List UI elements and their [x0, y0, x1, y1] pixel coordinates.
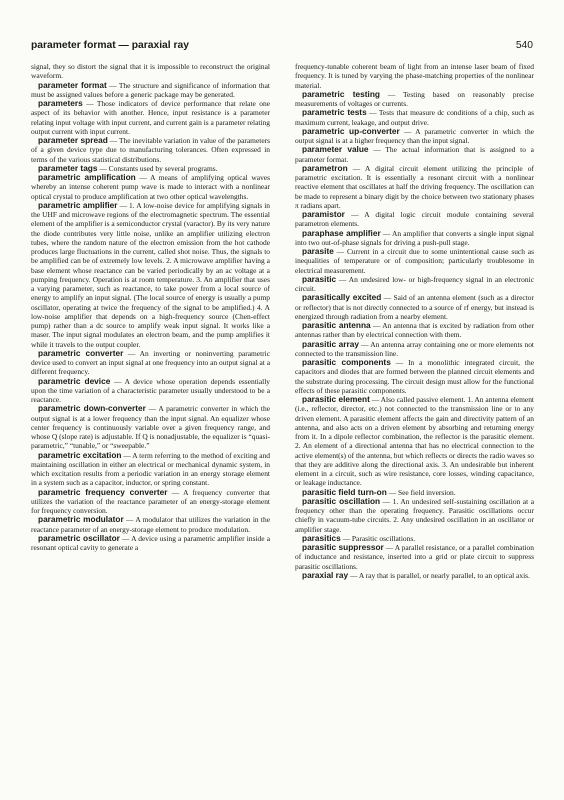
- entry-headword: parametric converter: [38, 347, 124, 358]
- entry-definition: — A means of amplifying optical waves whereby an intense coherent pump wave is made to interact with a nonlinear optical crystal to produce amplification at two other optical wavelengths.: [31, 173, 270, 201]
- entry-headword: parametric down-converter: [38, 403, 146, 414]
- page-number: 540: [515, 40, 533, 51]
- entry-definition: — A ray that is parallel, or nearly parallel, to an optical axis.: [348, 570, 530, 580]
- entry-definition: — 1. A low-noise device for amplifying signals in the UHF and microwave regions of the electromagnetic spectrum. The essential element of the amplifier is a semiconductor crystal (varactor). By its very nature the diode contributes very little noise, unlike an amplifier utilizing electron tubes, where the random nature of the electron emission from the hot cathode produces large fluctuations in the current, called shot noise. Thus, the signals to be amplified can be of extremely low levels. 2. A microwave amplifier having a base element whose reactance can be varied periodically by an ac voltage at a pumping frequency. Operation is at room temperature. 3. An amplifier that uses a varying parameter, such as reactance, to take power from a local source of energy to amplify an input signal. (The local source of energy is usually a pump oscillator, operating at twice the frequency of the signal to be amplified.) 4. A low-noise amplifier that depends on a high-frequency source (Chen-effect pump) rather than a dc source to amplify weak input signal. It works like a maser. The input signal modulates an electron beam, and the pump amplifies it while it travels to the output coupler.: [31, 200, 270, 349]
- entry-headword: parametric device: [38, 375, 111, 386]
- entry-definition: — 1. An undesired self-sustaining oscillation at a frequency other than the operating frequency. Parasitic oscillations occur chiefly in vacuum-tube circuits. 2. Any undesired oscillation in an oscillator or amplifier stage.: [295, 496, 534, 534]
- dictionary-entry: [31, 404, 270, 450]
- dictionary-entry: [295, 164, 534, 210]
- dictionary-entry: [295, 395, 534, 488]
- dictionary-entry: [295, 340, 534, 359]
- entry-definition: — An undesired low- or high-frequency signal in an electronic circuit.: [295, 274, 534, 293]
- entry-headword: parasitic field turn-on: [302, 486, 387, 497]
- dictionary-entry: [31, 201, 270, 349]
- dictionary-entry: [295, 321, 534, 340]
- entry-definition: — A frequency converter that utilizes the variation of the reactance parameter of an energy-storage element for frequency conversion.: [31, 487, 270, 515]
- entry-definition: — A device whose operation depends essentially upon the time variation of a characteristic parameter usually understood to be a reactance.: [31, 376, 270, 404]
- dictionary-entry: [295, 127, 534, 146]
- entry-headword: parasitic oscillation: [302, 495, 381, 506]
- dictionary-entry: [295, 293, 534, 321]
- dictionary-entry: [31, 349, 270, 377]
- dictionary-entry: [31, 136, 270, 164]
- entry-definition: — The structure and significance of information that must be assigned values before a generic package may be generated.: [31, 80, 270, 99]
- entry-definition: frequency-tunable coherent beam of light from an intense laser beam of fixed frequency. It is tuned by varying the phase-matching properties of the nonlinear material.: [295, 62, 534, 90]
- dictionary-entry: [31, 488, 270, 516]
- entry-definition: — A digital circuit element utilizing the principle of parametric excitation. It is essentially a resonant circuit with a nonlinear reactive element that oscillates at half the driving frequency. The oscillation can be made to represent a binary digit by the choice between two stationary phases π radians apart.: [295, 163, 534, 210]
- entry-headword: parasitically excited: [302, 292, 382, 303]
- entry-headword: parameters: [38, 98, 83, 108]
- dictionary-entry: [31, 62, 270, 81]
- dictionary-entry: [295, 62, 534, 90]
- entry-definition: — The inevitable variation in value of the parameters of a given device type due to manufacturing tolerances. Often expressed in terms of the various statistical distributions.: [31, 136, 270, 164]
- dictionary-entry: [31, 99, 270, 136]
- entry-headword: parasitic array: [302, 338, 359, 349]
- entry-headword: parametric frequency converter: [38, 486, 168, 497]
- entry-headword: parameter spread: [38, 135, 108, 145]
- entry-definition: — An antenna that is excited by radiation from other antennas rather than by electrical connection with them.: [295, 321, 534, 340]
- entry-headword: parasitics: [302, 532, 341, 543]
- entry-headword: parameter value: [302, 144, 369, 155]
- dictionary-entry: [31, 81, 270, 100]
- dictionary-entry: [295, 108, 534, 127]
- entry-definition: — An antenna array containing one or more elements not connected to the transmission line.: [295, 339, 534, 358]
- entry-definition: — Testing based on reasonably precise measurements of voltages or currents.: [295, 89, 534, 108]
- entry-definition: — The actual information that is assigned to a parameter format.: [295, 145, 534, 164]
- dictionary-entry: [295, 90, 534, 109]
- dictionary-entry: [31, 451, 270, 488]
- entry-definition: — An inverting or noninverting parametric device used to convert an input signal at one frequency into an output signal at a different frequency.: [31, 348, 270, 377]
- entry-headword: parametric tests: [302, 107, 367, 118]
- entry-definition: — A device using a parametric amplifier inside a resonant optical cavity to generate a: [31, 533, 270, 552]
- entry-definition: — A parametric converter in which the output signal is at a higher frequency than the input signal.: [295, 126, 534, 145]
- dictionary-entry: [295, 229, 534, 248]
- entry-definition: — A modulator that utilizes the variation in the reactance parameter of an energy-storage element to produce modulation.: [31, 515, 270, 534]
- entry-headword: parasitic element: [302, 394, 370, 404]
- dictionary-entry: [295, 543, 534, 571]
- entry-definition: — Said of an antenna element (such as a director or reflector) that is not directly connected to a source of rf energy, but instead is energized through radiation from a nearby element.: [295, 293, 534, 321]
- entry-headword: parasitic suppressor: [302, 542, 384, 552]
- entry-headword: parametric oscillator: [38, 532, 120, 543]
- dictionary-entry: [31, 173, 270, 201]
- entry-headword: paraxial ray: [302, 569, 349, 580]
- entry-definition: — Parasitic oscillations.: [340, 533, 416, 543]
- dictionary-entry: [31, 534, 270, 553]
- entry-headword: parametric amplifier: [38, 199, 118, 210]
- running-head: [31, 40, 533, 54]
- dictionary-entry: [295, 275, 534, 294]
- entry-headword: parametric testing: [302, 88, 380, 99]
- dictionary-entry: [31, 515, 270, 534]
- dictionary-entry: [295, 358, 534, 395]
- dictionary-entry: [31, 377, 270, 405]
- entry-definition: — A digital logic circuit module containing several parametron elements.: [295, 210, 534, 229]
- entry-headword: parametric amplification: [38, 172, 136, 182]
- entry-headword: parametric modulator: [38, 514, 124, 525]
- entry-definition: — Also called passive element. 1. An antenna element (i.e., reflector, director, etc.) not connected to the transmission line or to any driven element. A parasitic element affects the gain and directivity pattern of an antenna, and also acts on a driven element by absorbing and returning energy from it. In a dipole reflector combination, the reflector is the parasitic element. 2. An element of a directional antenna that has no electrical connection to the active element(s) of the antenna, but which reflects or directs the radio waves so that they are additive along the directional axis. 3. An undesirable but inherent element in a circuit, such as wire resistance, core losses, winding capacitance, or leakage inductance.: [295, 395, 534, 488]
- entry-headword: parametric excitation: [38, 449, 122, 460]
- dictionary-entry: [295, 247, 534, 275]
- dictionary-entry: [295, 497, 534, 534]
- entry-definition: — Constants used by several programs.: [97, 163, 218, 173]
- entry-headword: paramistor: [302, 209, 345, 219]
- entry-headword: parasite: [302, 246, 334, 256]
- entry-definition: signal, they so distort the signal that it is impossible to reconstruct the original waveform.: [31, 62, 270, 81]
- entry-definition: — A parallel resistance, or a parallel combination of inductance and resistance, inserted into a grid or plate circuit to suppress parasitic oscillations.: [295, 543, 534, 571]
- entry-headword: parasitic antenna: [302, 320, 371, 330]
- left-column: [31, 62, 270, 797]
- entry-headword: parasitic components: [302, 357, 391, 367]
- entry-headword: parasitic: [302, 273, 337, 284]
- entry-headword: parameter tags: [38, 162, 98, 173]
- entry-definition: — A term referring to the method of exciting and maintaining oscillation in either an electrical or mechanical dynamic system, in which excitation results from a periodic variation in an energy storage element in a system such as a capacitor, inductor, or spring constant.: [31, 450, 270, 488]
- entry-headword: parametric up-converter: [302, 125, 400, 136]
- entry-definition: — In a monolithic integrated circuit, the capacitors and diodes that are formed between the planned circuit elements and the substrate during processing. The circuit design must allow for the functional effects of these parasitic components.: [295, 358, 534, 395]
- entry-definition: — Tests that measure dc conditions of a chip, such as maximum current, leakage, and output drive.: [295, 108, 534, 127]
- entry-definition: — Current in a circuit due to some unintentional cause such as inequalities of temperature or of composition; particularly troublesome in electrical measurement.: [295, 247, 534, 275]
- entry-definition: — An amplifier that converts a single input signal into two out-of-phase signals for driving a push-pull stage.: [295, 228, 534, 247]
- entry-headword: parametron: [302, 162, 348, 173]
- entry-headword: parameter format: [38, 79, 107, 90]
- right-column: [295, 62, 534, 797]
- entry-definition: — A parametric converter in which the output signal is at a lower frequency than the input signal. An equalizer whose center frequency is continuously variable over a given frequency range, and whose Q (slope rate) is adjustable. If Q is nonadjustable, the equalizer is “quasi-parametric,” “tunable,” or “sweepable.”: [31, 404, 270, 451]
- entry-headword: paraphase amplifier: [302, 227, 381, 238]
- dictionary-entry: [295, 210, 534, 229]
- entry-definition: — See field inversion.: [386, 487, 456, 497]
- dictionary-entry: [295, 145, 534, 164]
- dictionary-entry: [295, 571, 534, 580]
- text-columns: [31, 62, 534, 797]
- entry-definition: — Those indicators of device performance that relate one aspect of its behavior with another. Hence, input resistance is a parameter relating input voltage with input current, and current gain is a parameter relating output current with input current.: [31, 99, 270, 136]
- running-head-title: parameter format — paraxial ray: [31, 40, 189, 51]
